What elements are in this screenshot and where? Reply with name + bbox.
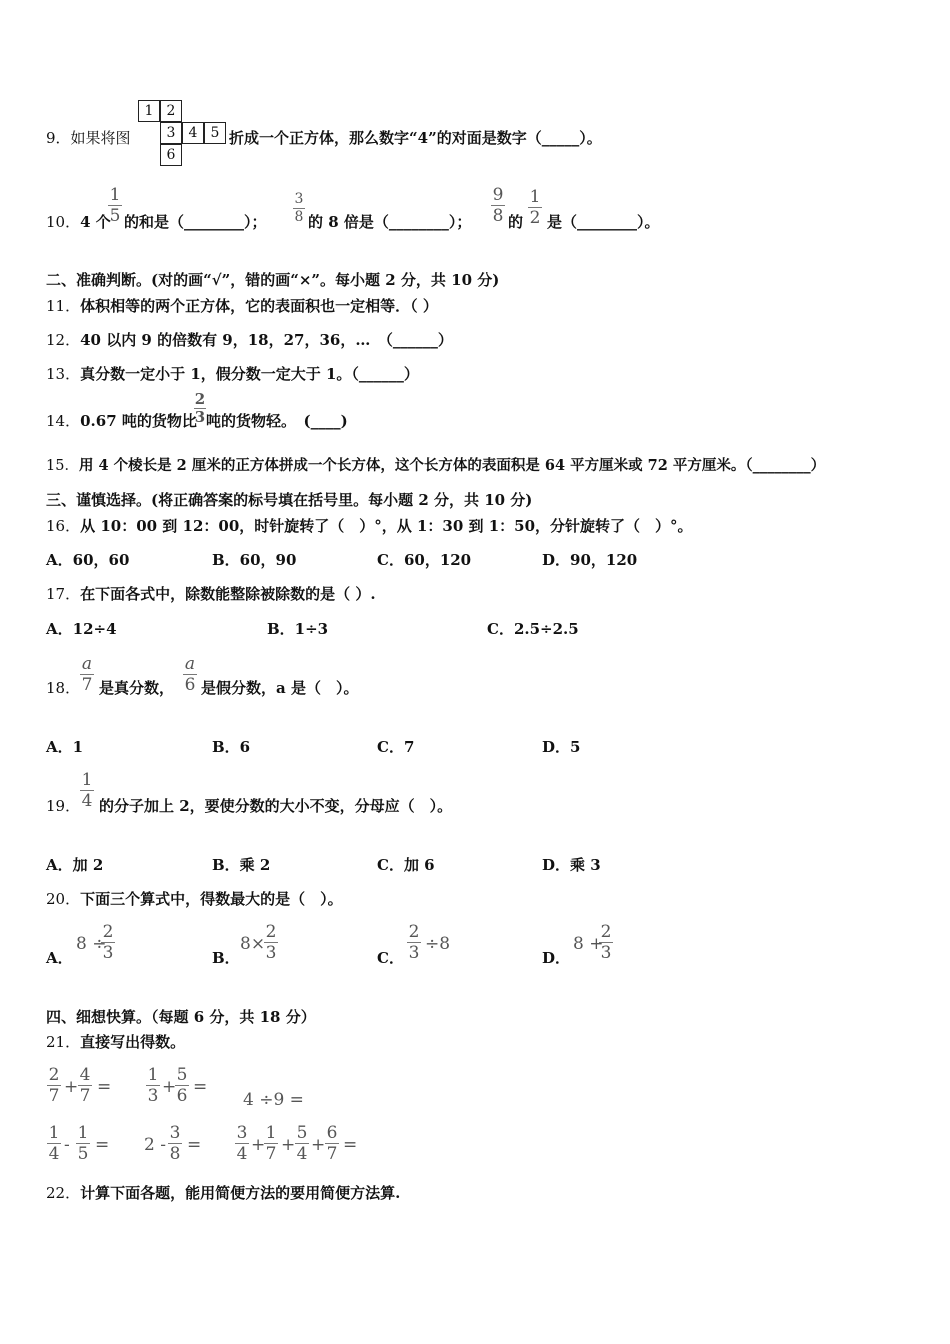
q21-r2-frac-1 <box>47 1124 61 1163</box>
q21-r2-pre2: 2 - <box>144 1135 166 1155</box>
q20-a-frac-den: 3 <box>102 943 114 963</box>
q21-number: 21． <box>46 1033 81 1051</box>
q15 <box>46 456 825 476</box>
q12-text: 40 以内 9 的倍数有 9，18，27，36，… （______） <box>80 331 453 349</box>
q18-option-a[interactable]: A．1 <box>46 738 84 756</box>
q20-b-frac-den: 3 <box>265 943 277 963</box>
q14-frac-num: 2 <box>194 390 206 408</box>
q9-post: 折成一个正方体，那么数字“4”的对面是数字（_____）。 <box>229 129 602 147</box>
q21-r2-eq1: = <box>95 1135 110 1155</box>
q21-r1-f3-num: 1 <box>147 1065 159 1085</box>
q18-t2: 是假分数，a 是（ ）。 <box>201 679 359 697</box>
q10-frac-4-den: 2 <box>529 208 541 228</box>
q10-t5: 是（________）。 <box>547 213 660 231</box>
q21-r1-f4-den: 6 <box>176 1086 188 1106</box>
q11-number: 11． <box>46 297 81 315</box>
q19-text: 的分子加上 2，要使分数的大小不变，分母应（ ）。 <box>99 797 453 815</box>
q21-r2-f3-num: 3 <box>169 1123 181 1143</box>
q16-option-b[interactable]: B．60，90 <box>212 551 297 569</box>
q18-frac-1-den: 7 <box>81 675 93 695</box>
q15-text: 用 4 个棱长是 2 厘米的正方体拼成一个长方体，这个长方体的表面积是 64 平方厘米或 72 平方厘米。（________） <box>78 457 826 474</box>
q19-frac <box>80 771 94 810</box>
q20-b-frac <box>264 923 278 962</box>
q21-r2-f2-den: 5 <box>77 1144 89 1164</box>
q18-frac-1-num: a <box>81 654 93 674</box>
q21-r2-f3-den: 8 <box>169 1144 181 1164</box>
q21-r1-frac-1 <box>47 1066 61 1105</box>
q20-a-frac <box>101 923 115 962</box>
q19-option-d[interactable]: D．乘 3 <box>542 856 601 874</box>
q21-r1-f3-den: 3 <box>147 1086 159 1106</box>
q18-number: 18． <box>46 679 81 697</box>
q16 <box>46 516 693 536</box>
net-cell-4: 4 <box>182 122 204 144</box>
q17-option-a[interactable]: A．12÷4 <box>46 620 117 638</box>
q21-r2-f5-num: 1 <box>265 1123 277 1143</box>
q20-option-d-label[interactable]: D． <box>542 949 571 967</box>
q14 <box>46 411 197 431</box>
q14-number: 14． <box>46 412 81 430</box>
q20-a-left: 8 ÷ <box>76 934 107 954</box>
q10-frac-4-num: 1 <box>529 187 541 207</box>
q21-r2-frac-4 <box>235 1124 249 1163</box>
section-2-heading: 二、准确判断。(对的画“√”，错的画“×”。每小题 2 分，共 10 分) <box>46 271 500 289</box>
q21-r2-frac-5 <box>264 1124 278 1163</box>
q19-frac-num: 1 <box>81 770 93 790</box>
q20-d-frac-num: 2 <box>600 922 612 942</box>
q20-c-frac <box>407 923 421 962</box>
q14-frac-den: 3 <box>194 408 206 426</box>
q21-r2-f2-num: 1 <box>77 1123 89 1143</box>
q20-c-frac-den: 3 <box>408 943 420 963</box>
q21-r2-op3: + <box>251 1135 266 1155</box>
q10-frac-3 <box>491 186 505 225</box>
q21-r1-f1-num: 2 <box>48 1065 60 1085</box>
q11 <box>46 296 438 316</box>
q21-r1-frac-4 <box>175 1066 189 1105</box>
section-3-heading: 三、谨慎选择。(将正确答案的标号填在括号里。每小题 2 分，共 10 分) <box>46 491 533 509</box>
section-4-heading: 四、细想快算。（每题 6 分，共 18 分） <box>46 1008 316 1026</box>
q21-r1-eq1: = <box>97 1077 112 1097</box>
q21-r2-eq3: = <box>343 1135 358 1155</box>
q22 <box>46 1183 400 1203</box>
net-cell-2: 2 <box>160 100 182 122</box>
q22-number: 22． <box>46 1184 81 1202</box>
q10-frac-1-den: 5 <box>109 206 121 226</box>
net-cell-5: 5 <box>204 122 226 144</box>
q9-pre: 如果将图 <box>70 129 131 147</box>
q21-r2-frac-6 <box>295 1124 309 1163</box>
q21-r1-op2: + <box>162 1077 177 1097</box>
q16-option-a[interactable]: A．60，60 <box>46 551 130 569</box>
q19-option-c[interactable]: C．加 6 <box>377 856 435 874</box>
q14-frac <box>194 392 206 425</box>
q21-r2-eq2: = <box>187 1135 202 1155</box>
q21-r2-frac-3 <box>168 1124 182 1163</box>
q21-r1-f2-den: 7 <box>79 1086 91 1106</box>
q21-r2-f6-num: 5 <box>296 1123 308 1143</box>
q21-r2-f1-den: 4 <box>48 1144 60 1164</box>
q20-b-frac-num: 2 <box>265 922 277 942</box>
q10-frac-4 <box>528 188 542 227</box>
q18-frac-2 <box>183 655 197 694</box>
q21-text: 直接写出得数。 <box>80 1033 186 1051</box>
q18-option-b[interactable]: B．6 <box>212 738 251 756</box>
q10-t2: 的和是（________）； <box>124 213 267 231</box>
q14-post: 吨的货物轻。 (____) <box>206 412 348 430</box>
q13-number: 13． <box>46 365 81 383</box>
q10-frac-2 <box>293 192 305 225</box>
net-cell-1: 1 <box>138 100 160 122</box>
q19-number: 19． <box>46 797 81 815</box>
q17-option-c[interactable]: C．2.5÷2.5 <box>487 620 579 638</box>
q21-r2-f6-den: 4 <box>296 1144 308 1164</box>
q18-option-c[interactable]: C．7 <box>377 738 415 756</box>
q20 <box>46 889 343 909</box>
q18-t1: 是真分数， <box>99 679 175 697</box>
q21-r1-frac-2 <box>78 1066 92 1105</box>
q16-number: 16． <box>46 517 81 535</box>
q10-number: 10． <box>46 213 81 231</box>
q20-c-frac-num: 2 <box>408 922 420 942</box>
q20-d-left: 8 + <box>573 934 604 954</box>
q20-number: 20． <box>46 890 81 908</box>
q10-frac-2-num: 3 <box>294 191 304 207</box>
q10 <box>46 212 111 232</box>
q20-text: 下面三个算式中，得数最大的是（ ）。 <box>80 890 343 908</box>
q18-frac-1 <box>80 655 94 694</box>
q20-c-right: ÷8 <box>425 934 451 954</box>
q21-r2-f4-den: 4 <box>236 1144 248 1164</box>
q22-text: 计算下面各题，能用简便方法的要用简便方法算. <box>80 1184 401 1202</box>
q20-a-frac-num: 2 <box>102 922 114 942</box>
q17-number: 17． <box>46 585 81 603</box>
q17-option-b[interactable]: B．1÷3 <box>267 620 329 638</box>
q21 <box>46 1032 185 1052</box>
q13-text: 真分数一定小于 1，假分数一定大于 1。（______） <box>80 365 419 383</box>
q9-number: 9． <box>46 129 71 147</box>
q20-d-frac-den: 3 <box>600 943 612 963</box>
q10-frac-3-den: 8 <box>492 206 504 226</box>
q20-option-c-label[interactable]: C． <box>377 949 404 967</box>
q20-option-a-label[interactable]: A． <box>46 949 73 967</box>
q21-r1-eq2: = <box>193 1077 208 1097</box>
q16-option-c[interactable]: C．60，120 <box>377 551 472 569</box>
q21-r2-frac-2 <box>76 1124 90 1163</box>
q18-frac-2-num: a <box>184 654 196 674</box>
q21-r2-f5-den: 7 <box>265 1144 277 1164</box>
q21-r2-op1: - <box>64 1135 70 1155</box>
q21-r1-expr-3: 4 ÷9 = <box>243 1090 304 1110</box>
q18-frac-2-den: 6 <box>184 675 196 695</box>
q10-frac-1 <box>108 186 122 225</box>
q21-r1-frac-3 <box>146 1066 160 1105</box>
q10-frac-2-den: 8 <box>294 209 304 225</box>
q21-r2-f7-den: 7 <box>326 1144 338 1164</box>
q19-option-b[interactable]: B．乘 2 <box>212 856 271 874</box>
q21-r1-op1: + <box>64 1077 79 1097</box>
q11-text: 体积相等的两个正方体，它的表面积也一定相等．（ ） <box>80 297 438 315</box>
q15-number: 15． <box>46 458 79 474</box>
q12 <box>46 330 453 350</box>
q16-option-d[interactable]: D．90，120 <box>542 551 638 569</box>
q21-r2-frac-7 <box>325 1124 339 1163</box>
q21-r1-f4-num: 5 <box>176 1065 188 1085</box>
q17 <box>46 584 376 604</box>
q21-r2-op5: + <box>311 1135 326 1155</box>
q12-number: 12． <box>46 331 81 349</box>
q17-text: 在下面各式中，除数能整除被除数的是（ ）. <box>80 585 376 603</box>
q21-r1-f2-num: 4 <box>79 1065 91 1085</box>
q21-r2-f1-num: 1 <box>48 1123 60 1143</box>
q21-r2-op4: + <box>281 1135 296 1155</box>
q19-option-a[interactable]: A．加 2 <box>46 856 104 874</box>
q9 <box>46 128 131 148</box>
net-cell-6: 6 <box>160 144 182 166</box>
q13 <box>46 364 419 384</box>
q10-t3: 的 8 倍是（________）； <box>308 213 472 231</box>
net-cell-3: 3 <box>160 122 182 144</box>
q10-frac-1-num: 1 <box>109 185 121 205</box>
q16-text: 从 10：00 到 12：00，时针旋转了（ ）°，从 1：30 到 1：50，分针旋转了（ ）°。 <box>80 517 693 535</box>
q19-frac-den: 4 <box>81 791 93 811</box>
q20-d-frac <box>599 923 613 962</box>
q10-t1: 4 个 <box>80 213 111 231</box>
q18-option-d[interactable]: D．5 <box>542 738 581 756</box>
q21-r2-f7-num: 6 <box>326 1123 338 1143</box>
q10-t4: 的 <box>508 213 524 231</box>
q21-r2-f4-num: 3 <box>236 1123 248 1143</box>
q14-pre: 0.67 吨的货物比 <box>80 412 197 430</box>
q10-frac-3-num: 9 <box>492 185 504 205</box>
q21-r1-f1-den: 7 <box>48 1086 60 1106</box>
q20-b-left: 8× <box>240 934 266 954</box>
q20-option-b-label[interactable]: B． <box>212 949 240 967</box>
